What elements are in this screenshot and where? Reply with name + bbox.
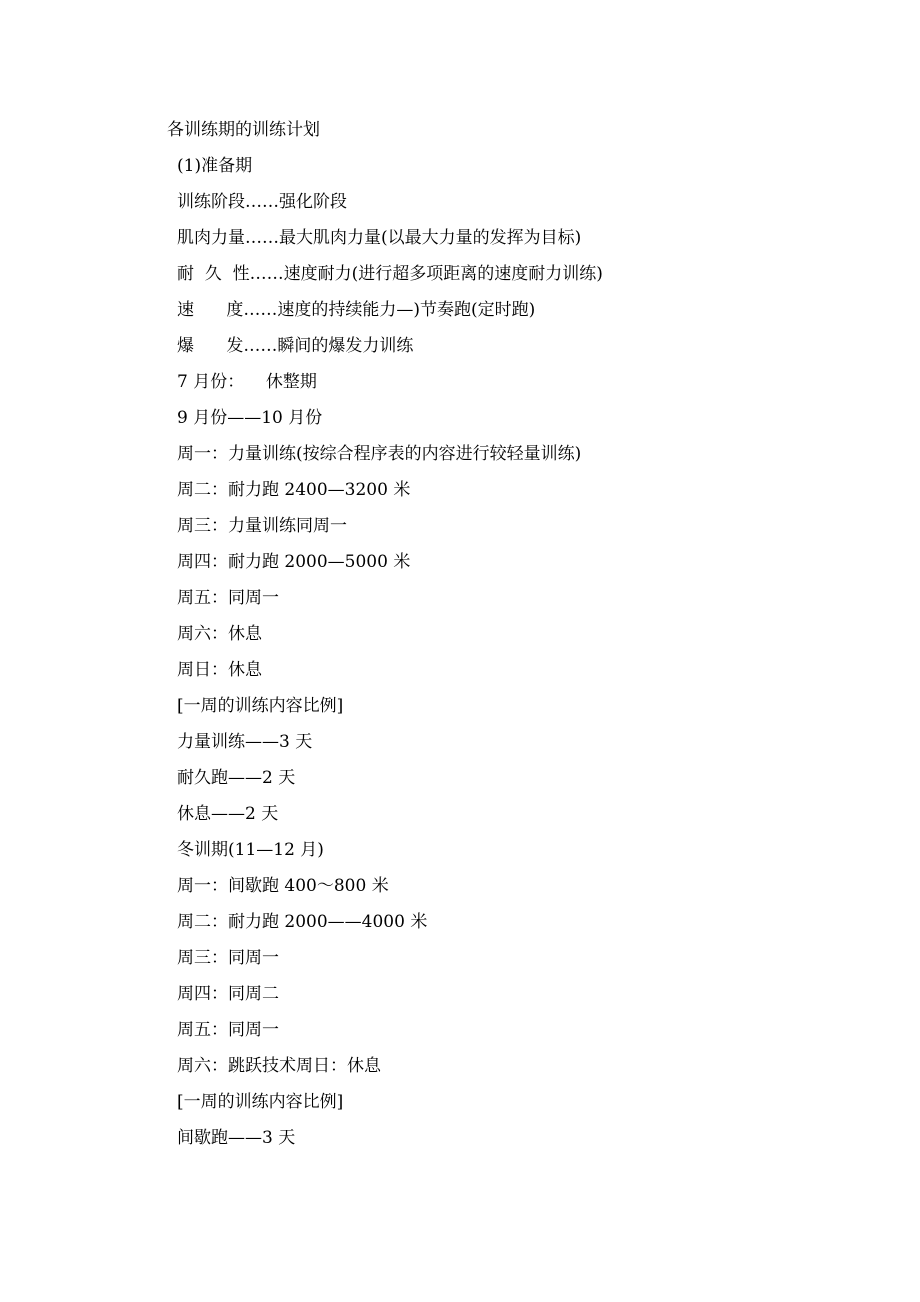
line-explosive-power: 爆 发……瞬间的爆发力训练 [177, 336, 414, 356]
line-monday: 周一：力量训练(按综合程序表的内容进行较轻量训练) [177, 444, 582, 464]
document-body [177, 154, 603, 1162]
line-winter-tuesday: 周二：耐力跑 2000——4000 米 [177, 912, 428, 932]
line-winter-ratio-heading: [一周的训练内容比例] [177, 1092, 344, 1112]
line-ratio-rest: 休息——2 天 [177, 804, 279, 824]
line-winter-monday: 周一：间歇跑 400～800 米 [177, 876, 389, 896]
line-muscle-strength: 肌肉力量……最大肌肉力量(以最大力量的发挥为目标) [177, 228, 582, 248]
line-winter-thursday: 周四：同周二 [177, 984, 279, 1004]
line-winter-wednesday: 周三：同周一 [177, 948, 279, 968]
line-july: 7 月份： 休整期 [177, 372, 317, 392]
line-ratio-endurance: 耐久跑——2 天 [177, 768, 296, 788]
line-tuesday: 周二：耐力跑 2400—3200 米 [177, 480, 411, 500]
line-thursday: 周四：耐力跑 2000—5000 米 [177, 552, 411, 572]
line-wednesday: 周三：力量训练同周一 [177, 516, 347, 536]
line-endurance: 耐 久 性……速度耐力(进行超多项距离的速度耐力训练) [177, 264, 603, 284]
line-winter-heading: 冬训期(11—12 月) [177, 840, 324, 860]
line-weekly-ratio-heading: [一周的训练内容比例] [177, 696, 344, 716]
line-preparation-heading: (1)准备期 [177, 156, 253, 176]
line-saturday: 周六：休息 [177, 624, 262, 644]
line-sunday: 周日：休息 [177, 660, 262, 680]
document-title: 各训练期的训练计划 [167, 120, 320, 140]
line-sep-oct-heading: 9 月份——10 月份 [177, 408, 323, 428]
line-speed: 速 度……速度的持续能力—)节奏跑(定时跑) [177, 300, 536, 320]
line-ratio-strength: 力量训练——3 天 [177, 732, 313, 752]
line-winter-weekend: 周六：跳跃技术周日：休息 [177, 1056, 381, 1076]
line-winter-friday: 周五：同周一 [177, 1020, 279, 1040]
line-friday: 周五：同周一 [177, 588, 279, 608]
line-training-stage: 训练阶段……强化阶段 [177, 192, 347, 212]
line-winter-ratio-interval: 间歇跑——3 天 [177, 1128, 296, 1148]
